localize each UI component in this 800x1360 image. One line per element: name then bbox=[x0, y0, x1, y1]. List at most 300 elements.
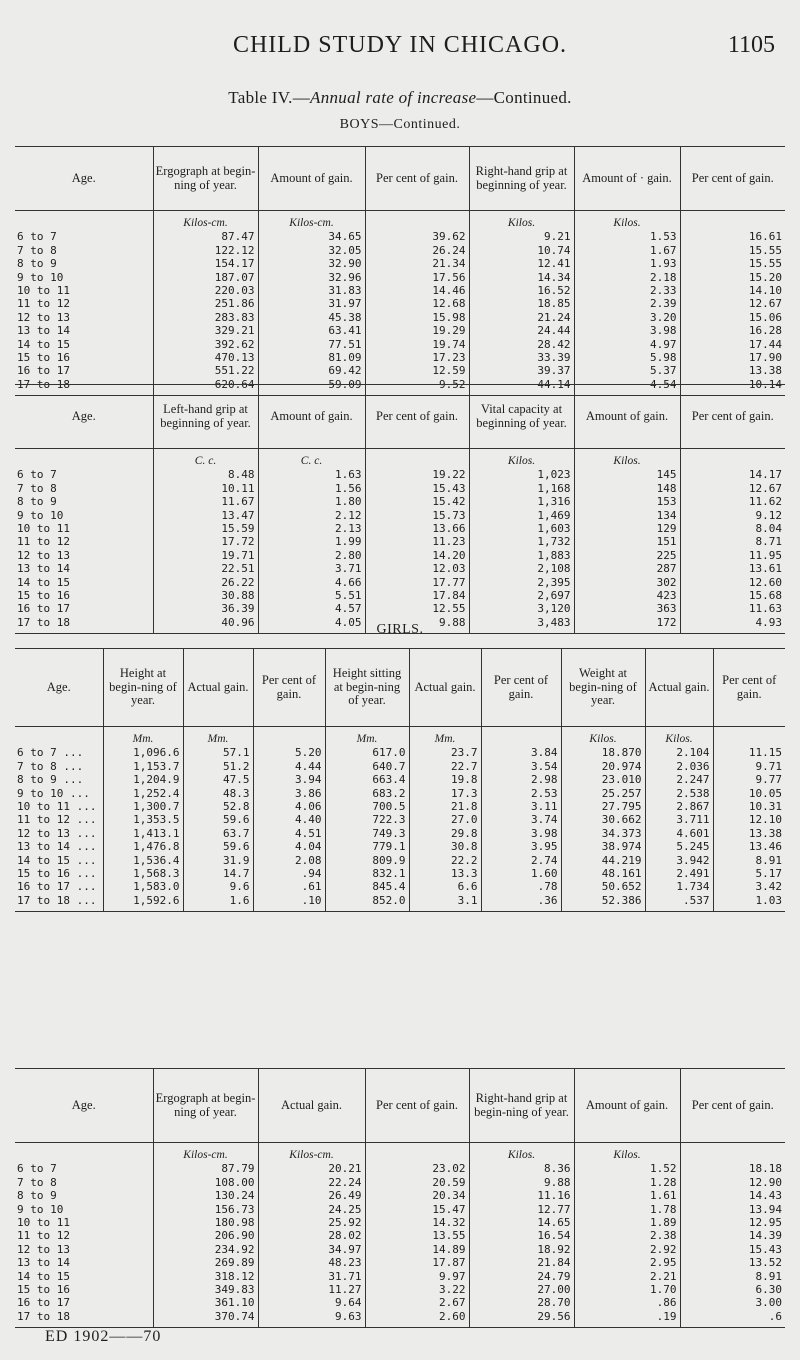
value-cell: 8.04 bbox=[680, 522, 785, 535]
value-cell: 19.8 bbox=[409, 773, 481, 786]
value-cell: 20.59 bbox=[365, 1176, 469, 1189]
value-cell: 87.47 bbox=[153, 230, 258, 243]
value-cell: 77.51 bbox=[258, 338, 365, 351]
value-cell: 10.11 bbox=[153, 482, 258, 495]
value-cell: 30.88 bbox=[153, 589, 258, 602]
value-cell: 12.41 bbox=[469, 257, 574, 270]
value-cell: 2.247 bbox=[645, 773, 713, 786]
age-cell: 9 to 10 bbox=[17, 270, 64, 284]
unit-label: Kilos. bbox=[645, 727, 713, 747]
column-header: Age. bbox=[15, 1069, 153, 1143]
value-cell: 12.60 bbox=[680, 576, 785, 589]
value-cell: 1.60 bbox=[481, 867, 561, 880]
column-header: Actual gain. bbox=[645, 649, 713, 727]
value-cell: 1.80 bbox=[258, 495, 365, 508]
table-row bbox=[15, 800, 785, 813]
value-cell: 32.96 bbox=[258, 271, 365, 284]
unit-label: Kilos. bbox=[574, 211, 680, 231]
units-row bbox=[15, 211, 785, 231]
value-cell: 2,108 bbox=[469, 562, 574, 575]
value-cell: 1.03 bbox=[713, 894, 785, 912]
column-header: Per cent of gain. bbox=[365, 385, 469, 449]
unit-label: Kilos. bbox=[469, 449, 574, 469]
value-cell: 1,316 bbox=[469, 495, 574, 508]
column-header: Actual gain. bbox=[258, 1069, 365, 1143]
table-row bbox=[15, 827, 785, 840]
value-cell: 14.65 bbox=[469, 1216, 574, 1229]
girls-heading: GIRLS. bbox=[376, 622, 424, 637]
unit-label: Kilos. bbox=[574, 1143, 680, 1163]
age-cell: 6 to 7 bbox=[17, 468, 57, 482]
table-row bbox=[15, 549, 785, 562]
column-header: Amount of · gain. bbox=[574, 147, 680, 211]
value-cell: 29.8 bbox=[409, 827, 481, 840]
value-cell: 20.21 bbox=[258, 1162, 365, 1175]
value-cell: 13.94 bbox=[680, 1203, 785, 1216]
header-row bbox=[15, 649, 785, 727]
value-cell: 15.73 bbox=[365, 509, 469, 522]
table-row bbox=[15, 746, 785, 759]
value-cell: .10 bbox=[253, 894, 325, 912]
value-cell: 361.10 bbox=[153, 1296, 258, 1309]
table-row bbox=[15, 271, 785, 284]
age-cell: 7 to 8 bbox=[17, 481, 57, 495]
value-cell: 329.21 bbox=[153, 324, 258, 337]
table-row bbox=[15, 324, 785, 337]
value-cell: 14.89 bbox=[365, 1243, 469, 1256]
value-cell: 1.70 bbox=[574, 1283, 680, 1296]
value-cell: 423 bbox=[574, 589, 680, 602]
value-cell: 172 bbox=[574, 616, 680, 634]
table-row bbox=[15, 787, 785, 800]
value-cell: 663.4 bbox=[325, 773, 409, 786]
age-cell: 13 to 14 bbox=[17, 324, 70, 338]
value-cell: 683.2 bbox=[325, 787, 409, 800]
value-cell: 1.93 bbox=[574, 257, 680, 270]
value-cell: 12.55 bbox=[365, 602, 469, 615]
running-header bbox=[0, 32, 800, 62]
value-cell: 25.92 bbox=[258, 1216, 365, 1229]
table-row bbox=[15, 589, 785, 602]
value-cell: 12.95 bbox=[680, 1216, 785, 1229]
table-row bbox=[15, 230, 785, 243]
value-cell: 59.09 bbox=[258, 378, 365, 396]
age-cell: 15 to 16 bbox=[17, 589, 70, 603]
table-row bbox=[15, 773, 785, 786]
value-cell: 14.34 bbox=[469, 271, 574, 284]
column-header: Actual gain. bbox=[183, 649, 253, 727]
value-cell: 145 bbox=[574, 468, 680, 481]
value-cell: 44.219 bbox=[561, 854, 645, 867]
value-cell: 12.10 bbox=[713, 813, 785, 826]
value-cell: 29.56 bbox=[469, 1310, 574, 1328]
unit-label: Kilos. bbox=[574, 449, 680, 469]
value-cell: 2.33 bbox=[574, 284, 680, 297]
column-header: Per cent of gain. bbox=[680, 385, 785, 449]
table-row bbox=[15, 1176, 785, 1189]
unit-label: Kilos. bbox=[469, 1143, 574, 1163]
column-header: Ergograph at begin-ning of year. bbox=[153, 147, 258, 211]
value-cell: 3.86 bbox=[253, 787, 325, 800]
value-cell: 59.6 bbox=[183, 813, 253, 826]
value-cell: .537 bbox=[645, 894, 713, 912]
table-row bbox=[15, 1270, 785, 1283]
value-cell: 15.98 bbox=[365, 311, 469, 324]
table-row bbox=[15, 284, 785, 297]
value-cell: 4.66 bbox=[258, 576, 365, 589]
unit-label: Kilos. bbox=[469, 211, 574, 231]
table-caption bbox=[0, 88, 800, 108]
column-header: Per cent of gain. bbox=[680, 1069, 785, 1143]
value-cell: 32.90 bbox=[258, 257, 365, 270]
value-cell: 4.51 bbox=[253, 827, 325, 840]
value-cell: .19 bbox=[574, 1310, 680, 1328]
age-cell: 15 to 16 bbox=[17, 1283, 70, 1297]
age-cell: 17 to 18 bbox=[17, 377, 70, 391]
age-cell: 15 to 16 bbox=[17, 351, 70, 365]
value-cell: 4.04 bbox=[253, 840, 325, 853]
value-cell: 2.867 bbox=[645, 800, 713, 813]
value-cell: 845.4 bbox=[325, 880, 409, 893]
column-header: Height sitting at begin-ning of year. bbox=[325, 649, 409, 727]
value-cell: 31.71 bbox=[258, 1270, 365, 1283]
value-cell: 38.974 bbox=[561, 840, 645, 853]
value-cell: 17.44 bbox=[680, 338, 785, 351]
value-cell: 9.63 bbox=[258, 1310, 365, 1328]
value-cell: 1.56 bbox=[258, 482, 365, 495]
column-header: Age. bbox=[15, 147, 153, 211]
value-cell: 51.2 bbox=[183, 760, 253, 773]
value-cell: 3.1 bbox=[409, 894, 481, 912]
value-cell: 24.79 bbox=[469, 1270, 574, 1283]
value-cell: 22.2 bbox=[409, 854, 481, 867]
age-cell: 8 to 9 bbox=[17, 257, 57, 271]
boys-heading: BOYS—Continued. bbox=[339, 117, 461, 132]
value-cell: 26.49 bbox=[258, 1189, 365, 1202]
value-cell: 13.47 bbox=[153, 509, 258, 522]
value-cell: 23.7 bbox=[409, 746, 481, 759]
age-cell: 17 to 18 ... bbox=[17, 893, 97, 907]
value-cell: 87.79 bbox=[153, 1162, 258, 1175]
table-row bbox=[15, 351, 785, 364]
unit-label: Mm. bbox=[325, 727, 409, 747]
value-cell: 81.09 bbox=[258, 351, 365, 364]
value-cell: 57.1 bbox=[183, 746, 253, 759]
value-cell: 8.91 bbox=[680, 1270, 785, 1283]
value-cell: 1,536.4 bbox=[103, 854, 183, 867]
value-cell: .86 bbox=[574, 1296, 680, 1309]
header-row bbox=[15, 1069, 785, 1143]
value-cell: 2.67 bbox=[365, 1296, 469, 1309]
column-header: Age. bbox=[15, 649, 103, 727]
column-header: Ergograph at begin-ning of year. bbox=[153, 1069, 258, 1143]
value-cell: 13.61 bbox=[680, 562, 785, 575]
unit-label bbox=[481, 727, 561, 747]
age-cell: 16 to 17 bbox=[17, 1296, 70, 1310]
value-cell: 153 bbox=[574, 495, 680, 508]
value-cell: 24.44 bbox=[469, 324, 574, 337]
value-cell: 10.31 bbox=[713, 800, 785, 813]
unit-label bbox=[365, 1143, 469, 1163]
age-cell: 7 to 8 bbox=[17, 243, 57, 257]
value-cell: 3.84 bbox=[481, 746, 561, 759]
value-cell: 30.662 bbox=[561, 813, 645, 826]
column-header: Actual gain. bbox=[409, 649, 481, 727]
value-cell: 20.974 bbox=[561, 760, 645, 773]
value-cell: 12.67 bbox=[680, 482, 785, 495]
table-row bbox=[15, 854, 785, 867]
value-cell: 24.25 bbox=[258, 1203, 365, 1216]
value-cell: 5.245 bbox=[645, 840, 713, 853]
value-cell: 2.08 bbox=[253, 854, 325, 867]
value-cell: 16.61 bbox=[680, 230, 785, 243]
value-cell: 10.05 bbox=[713, 787, 785, 800]
value-cell: 5.17 bbox=[713, 867, 785, 880]
value-cell: 283.83 bbox=[153, 311, 258, 324]
value-cell: 34.373 bbox=[561, 827, 645, 840]
age-cell: 10 to 11 bbox=[17, 1216, 70, 1230]
value-cell: .61 bbox=[253, 880, 325, 893]
unit-label bbox=[365, 211, 469, 231]
value-cell: 1,300.7 bbox=[103, 800, 183, 813]
table-row bbox=[15, 576, 785, 589]
value-cell: 3.00 bbox=[680, 1296, 785, 1309]
value-cell: 13.46 bbox=[713, 840, 785, 853]
value-cell: 225 bbox=[574, 549, 680, 562]
age-cell: 10 to 11 bbox=[17, 284, 70, 298]
value-cell: 1,153.7 bbox=[103, 760, 183, 773]
column-header: Vital capacity at beginning of year. bbox=[469, 385, 574, 449]
table-row bbox=[15, 880, 785, 893]
value-cell: 13.52 bbox=[680, 1256, 785, 1269]
age-cell: 14 to 15 bbox=[17, 1269, 70, 1283]
table-row bbox=[15, 602, 785, 615]
table-row bbox=[15, 1203, 785, 1216]
age-cell: 14 to 15 ... bbox=[17, 853, 97, 867]
value-cell: 1,583.0 bbox=[103, 880, 183, 893]
age-cell: 16 to 17 bbox=[17, 364, 70, 378]
table-row bbox=[15, 840, 785, 853]
column-header: Height at begin-ning of year. bbox=[103, 649, 183, 727]
age-cell: 6 to 7 ... bbox=[17, 746, 84, 760]
value-cell: 1,469 bbox=[469, 509, 574, 522]
page-number: 1105 bbox=[727, 32, 775, 58]
value-cell: 11.15 bbox=[713, 746, 785, 759]
value-cell: 9.71 bbox=[713, 760, 785, 773]
value-cell: 3.54 bbox=[481, 760, 561, 773]
value-cell: 1,204.9 bbox=[103, 773, 183, 786]
value-cell: 8.48 bbox=[153, 468, 258, 481]
table-row bbox=[15, 522, 785, 535]
column-header: Weight at begin-ning of year. bbox=[561, 649, 645, 727]
age-cell: 10 to 11 bbox=[17, 522, 70, 536]
value-cell: 16.28 bbox=[680, 324, 785, 337]
value-cell: 11.62 bbox=[680, 495, 785, 508]
value-cell: 122.12 bbox=[153, 244, 258, 257]
table-row bbox=[15, 468, 785, 481]
value-cell: 1,603 bbox=[469, 522, 574, 535]
value-cell: 48.161 bbox=[561, 867, 645, 880]
age-cell: 15 to 16 ... bbox=[17, 867, 97, 881]
value-cell: 10.14 bbox=[680, 378, 785, 396]
column-header: Right-hand grip at beginning of year. bbox=[469, 147, 574, 211]
value-cell: 134 bbox=[574, 509, 680, 522]
value-cell: 370.74 bbox=[153, 1310, 258, 1328]
value-cell: .6 bbox=[680, 1310, 785, 1328]
value-cell: 19.22 bbox=[365, 468, 469, 481]
unit-label: Kilos-cm. bbox=[153, 1143, 258, 1163]
header-row bbox=[15, 147, 785, 211]
value-cell: 63.7 bbox=[183, 827, 253, 840]
table-row bbox=[15, 311, 785, 324]
value-cell: 2.12 bbox=[258, 509, 365, 522]
table-row bbox=[15, 894, 785, 912]
value-cell: 722.3 bbox=[325, 813, 409, 826]
table-row bbox=[15, 509, 785, 522]
value-cell: 2.104 bbox=[645, 746, 713, 759]
value-cell: 36.39 bbox=[153, 602, 258, 615]
age-cell: 8 to 9 ... bbox=[17, 773, 84, 787]
table-row bbox=[15, 535, 785, 548]
value-cell: 3,120 bbox=[469, 602, 574, 615]
age-cell: 11 to 12 bbox=[17, 1229, 70, 1243]
value-cell: 3.711 bbox=[645, 813, 713, 826]
value-cell: 48.23 bbox=[258, 1256, 365, 1269]
value-cell: 44.14 bbox=[469, 378, 574, 396]
value-cell: 17.77 bbox=[365, 576, 469, 589]
unit-label bbox=[680, 449, 785, 469]
column-header: Right-hand grip at begin-ning of year. bbox=[469, 1069, 574, 1143]
girls-table-1 bbox=[15, 648, 785, 912]
column-header: Per cent of gain. bbox=[481, 649, 561, 727]
age-cell: 12 to 13 ... bbox=[17, 826, 97, 840]
table-row bbox=[15, 338, 785, 351]
table-row bbox=[15, 244, 785, 257]
value-cell: 63.41 bbox=[258, 324, 365, 337]
value-cell: 21.34 bbox=[365, 257, 469, 270]
value-cell: 52.386 bbox=[561, 894, 645, 912]
value-cell: 27.795 bbox=[561, 800, 645, 813]
unit-label bbox=[713, 727, 785, 747]
value-cell: 4.06 bbox=[253, 800, 325, 813]
unit-label bbox=[15, 727, 103, 747]
value-cell: 2.13 bbox=[258, 522, 365, 535]
value-cell: 349.83 bbox=[153, 1283, 258, 1296]
value-cell: 12.68 bbox=[365, 297, 469, 310]
column-header: Amount of gain. bbox=[258, 147, 365, 211]
value-cell: 318.12 bbox=[153, 1270, 258, 1283]
age-cell: 14 to 15 bbox=[17, 575, 70, 589]
value-cell: 5.20 bbox=[253, 746, 325, 759]
unit-label: Mm. bbox=[103, 727, 183, 747]
value-cell: 69.42 bbox=[258, 364, 365, 377]
unit-label bbox=[680, 1143, 785, 1163]
value-cell: 2.80 bbox=[258, 549, 365, 562]
value-cell: 2.18 bbox=[574, 271, 680, 284]
value-cell: 1.63 bbox=[258, 468, 365, 481]
value-cell: 1,883 bbox=[469, 549, 574, 562]
girls-table-2 bbox=[15, 1068, 785, 1328]
value-cell: 13.66 bbox=[365, 522, 469, 535]
value-cell: 15.06 bbox=[680, 311, 785, 324]
column-header: Per cent of gain. bbox=[365, 1069, 469, 1143]
unit-label bbox=[253, 727, 325, 747]
value-cell: 154.17 bbox=[153, 257, 258, 270]
value-cell: 15.59 bbox=[153, 522, 258, 535]
value-cell: 30.8 bbox=[409, 840, 481, 853]
value-cell: 130.24 bbox=[153, 1189, 258, 1202]
value-cell: 1,096.6 bbox=[103, 746, 183, 759]
age-cell: 10 to 11 ... bbox=[17, 800, 97, 814]
unit-label: Kilos-cm. bbox=[258, 211, 365, 231]
value-cell: 22.7 bbox=[409, 760, 481, 773]
unit-label: C. c. bbox=[153, 449, 258, 469]
table-row bbox=[15, 297, 785, 310]
column-header: Per cent of gain. bbox=[365, 147, 469, 211]
unit-label bbox=[365, 449, 469, 469]
value-cell: 1,252.4 bbox=[103, 787, 183, 800]
value-cell: 363 bbox=[574, 602, 680, 615]
column-header: Per cent of gain. bbox=[713, 649, 785, 727]
value-cell: 31.83 bbox=[258, 284, 365, 297]
value-cell: 220.03 bbox=[153, 284, 258, 297]
table-row bbox=[15, 813, 785, 826]
value-cell: 26.24 bbox=[365, 244, 469, 257]
age-cell: 16 to 17 ... bbox=[17, 880, 97, 894]
column-header: Amount of gain. bbox=[258, 385, 365, 449]
value-cell: 18.18 bbox=[680, 1162, 785, 1175]
value-cell: 21.24 bbox=[469, 311, 574, 324]
value-cell: 832.1 bbox=[325, 867, 409, 880]
value-cell: 23.02 bbox=[365, 1162, 469, 1175]
value-cell: 18.870 bbox=[561, 746, 645, 759]
value-cell: 3.42 bbox=[713, 880, 785, 893]
value-cell: 14.7 bbox=[183, 867, 253, 880]
value-cell: 11.67 bbox=[153, 495, 258, 508]
table-row bbox=[15, 1283, 785, 1296]
table-row bbox=[15, 1243, 785, 1256]
table-title: Annual rate of increase bbox=[310, 88, 477, 107]
table-row bbox=[15, 867, 785, 880]
value-cell: 269.89 bbox=[153, 1256, 258, 1269]
table-row bbox=[15, 1189, 785, 1202]
column-header: Per cent of gain. bbox=[680, 147, 785, 211]
value-cell: 1,732 bbox=[469, 535, 574, 548]
value-cell: 15.47 bbox=[365, 1203, 469, 1216]
value-cell: 1.78 bbox=[574, 1203, 680, 1216]
value-cell: 4.40 bbox=[253, 813, 325, 826]
value-cell: 3.11 bbox=[481, 800, 561, 813]
table-row bbox=[15, 562, 785, 575]
age-cell: 11 to 12 bbox=[17, 297, 70, 311]
continued-note: —Continued. bbox=[476, 88, 572, 107]
value-cell: 1.28 bbox=[574, 1176, 680, 1189]
value-cell: 180.98 bbox=[153, 1216, 258, 1229]
value-cell: 9.6 bbox=[183, 880, 253, 893]
value-cell: 1,353.5 bbox=[103, 813, 183, 826]
value-cell: 13.3 bbox=[409, 867, 481, 880]
value-cell: 187.07 bbox=[153, 271, 258, 284]
value-cell: 1,023 bbox=[469, 468, 574, 481]
value-cell: 5.51 bbox=[258, 589, 365, 602]
age-cell: 7 to 8 ... bbox=[17, 759, 84, 773]
value-cell: 2.491 bbox=[645, 867, 713, 880]
value-cell: 47.5 bbox=[183, 773, 253, 786]
age-cell: 11 to 12 bbox=[17, 535, 70, 549]
value-cell: 5.98 bbox=[574, 351, 680, 364]
value-cell: 16.54 bbox=[469, 1229, 574, 1242]
value-cell: 17.3 bbox=[409, 787, 481, 800]
